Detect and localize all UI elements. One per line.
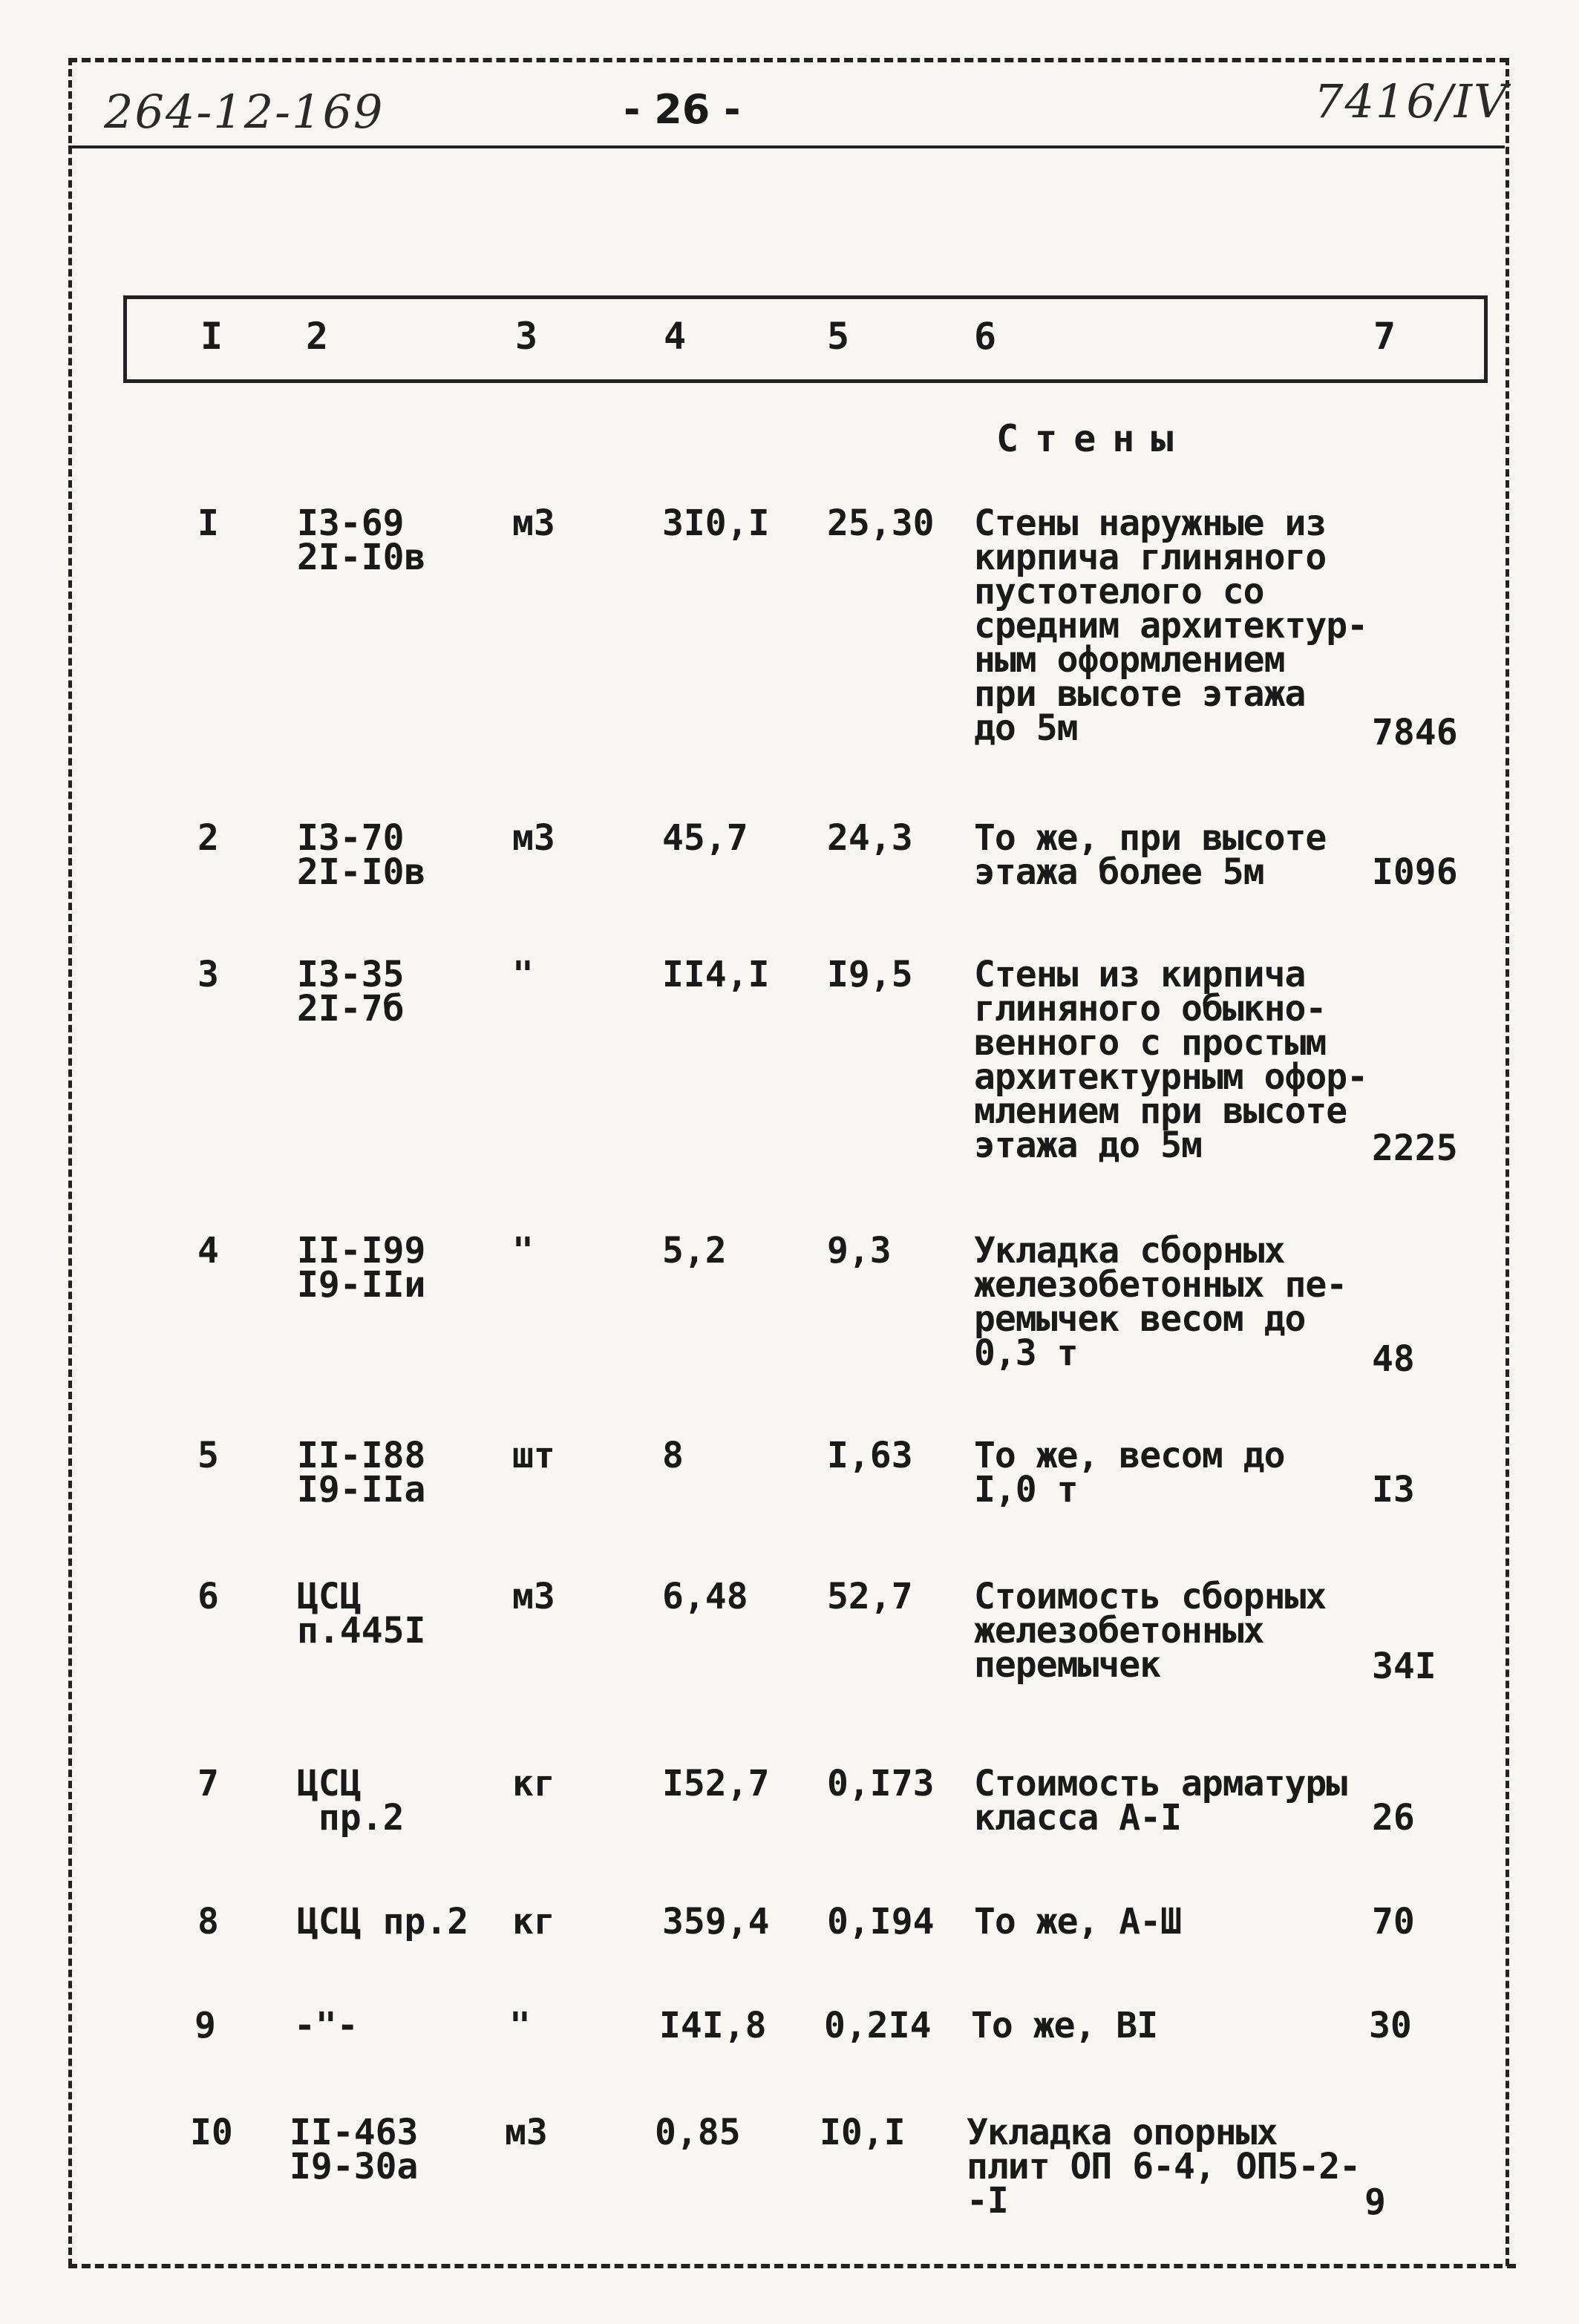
row-unit-price: I,63 xyxy=(827,1435,913,1476)
row-unit-price: 0,2I4 xyxy=(824,2005,932,2046)
row-description: Стоимость сборных железобетонных перемычек xyxy=(974,1576,1327,1686)
row-quantity: 3I0,I xyxy=(662,503,770,544)
row-description: Укладка сборных железобетонных пе- ремычек весом до 0,3 т xyxy=(974,1230,1347,1374)
page-number: - 26 - xyxy=(624,86,741,133)
row-quantity: 6,48 xyxy=(662,1576,748,1617)
row-quantity: 359,4 xyxy=(662,1901,770,1942)
row-total: I3 xyxy=(1372,1469,1415,1510)
column-header-6: 6 xyxy=(974,315,997,358)
column-header-3: 3 xyxy=(515,315,538,358)
row-description: Укладка опорных плит ОП 6-4, ОП5-2- -I xyxy=(967,2112,1361,2222)
row-total: 30 xyxy=(1369,2005,1412,2046)
row-unit-price: I9,5 xyxy=(827,954,913,995)
row-unit: кг xyxy=(512,1901,555,1942)
row-quantity: II4,I xyxy=(662,954,770,995)
row-number: 8 xyxy=(197,1901,219,1942)
row-unit: м3 xyxy=(512,503,555,544)
frame-right-border xyxy=(1506,58,1509,2266)
row-code: ЦСЦ пр.2 xyxy=(297,1901,469,1942)
row-code: ЦСЦ пр.2 xyxy=(297,1763,405,1839)
sheet-code: 7416/IV xyxy=(1314,74,1508,128)
row-unit: м3 xyxy=(512,1576,555,1617)
column-header-2: 2 xyxy=(306,315,329,358)
row-code: II-463 I9-30а xyxy=(290,2112,419,2187)
row-total: 48 xyxy=(1372,1338,1415,1380)
row-number: 2 xyxy=(197,817,219,859)
column-header-4: 4 xyxy=(664,315,687,358)
row-unit-price: 0,I94 xyxy=(827,1901,935,1942)
header-rule xyxy=(68,145,1505,148)
row-number: I xyxy=(197,503,219,544)
frame-bottom-border xyxy=(68,2264,1516,2268)
row-description: То же, при высоте этажа более 5м xyxy=(974,817,1327,893)
row-unit: м3 xyxy=(505,2112,548,2153)
row-quantity: 5,2 xyxy=(662,1230,727,1271)
row-number: 7 xyxy=(197,1763,219,1804)
row-number: 4 xyxy=(197,1230,219,1271)
row-unit-price: 0,I73 xyxy=(827,1763,935,1804)
row-unit: " xyxy=(512,1230,534,1271)
row-unit-price: I0,I xyxy=(820,2112,906,2153)
row-unit: м3 xyxy=(512,817,555,859)
row-total: 2225 xyxy=(1372,1127,1458,1169)
row-quantity: 0,85 xyxy=(655,2112,741,2153)
row-code: I3-70 2I-I0в xyxy=(297,817,426,893)
row-unit-price: 9,3 xyxy=(827,1230,892,1271)
section-title: Стены xyxy=(996,417,1190,460)
row-quantity: 8 xyxy=(662,1435,684,1476)
column-header-7: 7 xyxy=(1373,315,1396,358)
row-unit-price: 52,7 xyxy=(827,1576,913,1617)
row-code: I3-69 2I-I0в xyxy=(297,503,426,578)
row-number: 9 xyxy=(194,2005,216,2046)
row-unit-price: 24,3 xyxy=(827,817,913,859)
row-total: 70 xyxy=(1372,1901,1415,1942)
row-description: То же, ВI xyxy=(971,2005,1158,2046)
frame-top-border xyxy=(68,58,1508,62)
row-description: Стены из кирпича глиняного обыкно- венного с простым архитектурным офор- млением при высоте этажа до 5м xyxy=(974,954,1368,1166)
row-unit-price: 25,30 xyxy=(827,503,935,544)
row-description: Стоимость арматуры класса А-I xyxy=(974,1763,1347,1839)
row-quantity: 45,7 xyxy=(662,817,748,859)
row-total: 26 xyxy=(1372,1797,1415,1839)
row-total: 9 xyxy=(1364,2181,1386,2223)
row-quantity: I4I,8 xyxy=(659,2005,767,2046)
row-quantity: I52,7 xyxy=(662,1763,770,1804)
row-unit: кг xyxy=(512,1763,555,1804)
column-header-1: I xyxy=(200,315,223,358)
row-total: I096 xyxy=(1372,851,1458,893)
row-unit: " xyxy=(509,2005,531,2046)
row-number: 3 xyxy=(197,954,219,995)
row-total: 7846 xyxy=(1372,712,1458,753)
doc-code: 264-12-169 xyxy=(104,85,385,139)
row-code: ЦСЦ п.445I xyxy=(297,1576,426,1652)
row-number: 6 xyxy=(197,1576,219,1617)
row-code: -"- xyxy=(294,2005,359,2046)
row-description: То же, весом до I,0 т xyxy=(974,1435,1285,1510)
row-code: I3-35 2I-7б xyxy=(297,954,405,1030)
row-code: II-I99 I9-IIи xyxy=(297,1230,426,1306)
column-header-5: 5 xyxy=(827,315,850,358)
row-total: 34I xyxy=(1372,1646,1436,1687)
row-unit: " xyxy=(512,954,534,995)
row-description: Стены наружные из кирпича глиняного пустотелого со средним архитектур- ным оформлением при высоте этажа до 5м xyxy=(974,503,1368,749)
row-code: II-I88 I9-IIа xyxy=(297,1435,426,1510)
row-unit: шт xyxy=(512,1435,555,1476)
row-description: То же, А-Ш xyxy=(974,1901,1181,1942)
row-number: 5 xyxy=(197,1435,219,1476)
row-number: I0 xyxy=(190,2112,233,2153)
frame-left-border xyxy=(68,58,72,2266)
